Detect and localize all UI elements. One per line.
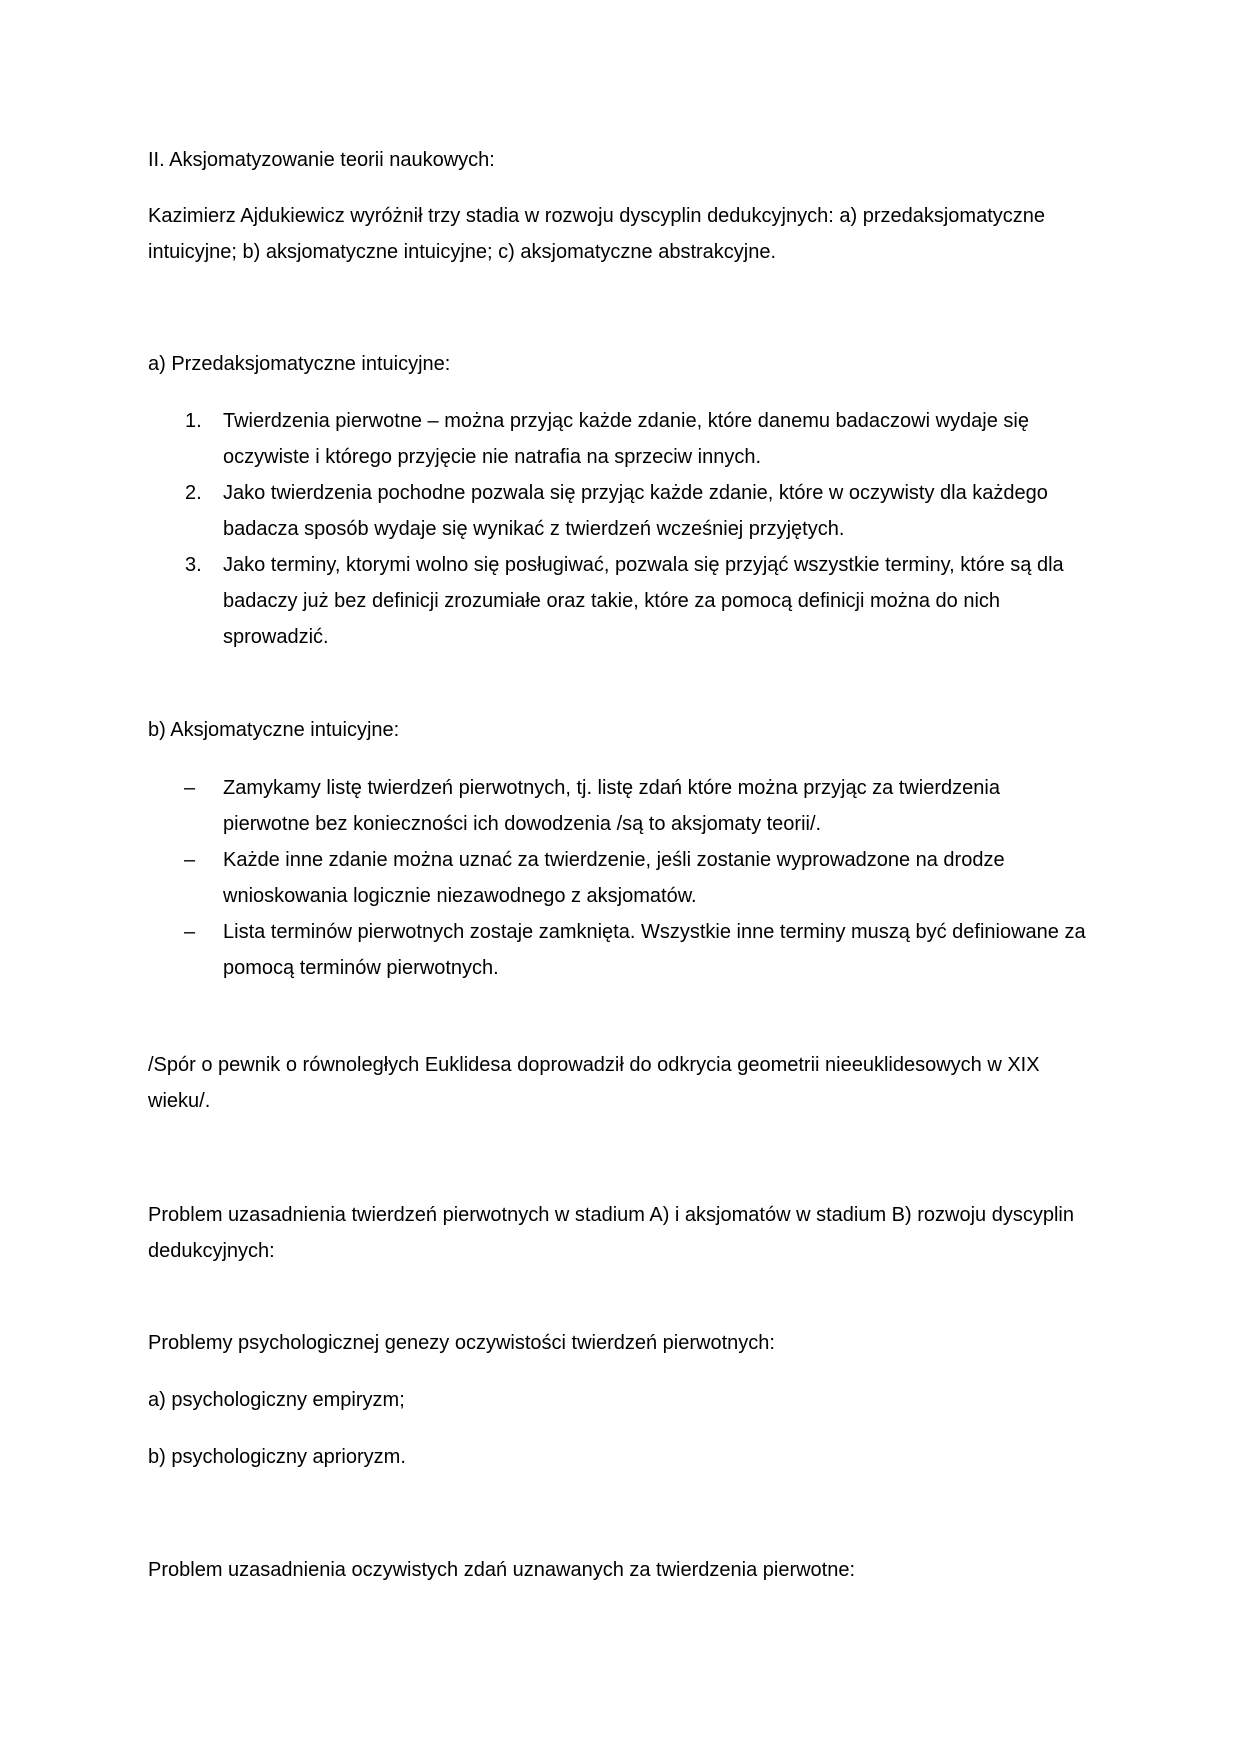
section-b-dash-list [148, 770, 1092, 986]
list-item-text: Każde inne zdanie można uznać za twierdzenie, jeśli zostanie wyprowadzone na drodze wnioskowania logicznie niezawodnego z aksjomatów. [223, 849, 1005, 907]
problem-paragraph: Problem uzasadnienia twierdzeń pierwotnych w stadium A) i aksjomatów w stadium B) rozwoju dyscyplin dedukcyjnych: [148, 1204, 1074, 1262]
note-paragraph: /Spór o pewnik o równoległych Euklidesa doprowadził do odkrycia geometrii nieeuklidesowych w XIX wieku/. [148, 1054, 1040, 1112]
list-number: 3. [185, 554, 202, 576]
list-item [148, 403, 1092, 475]
section-a-numbered-list [148, 403, 1092, 655]
list-item [148, 475, 1092, 547]
section-b-title: b) Aksjomatyczne intuicyjne: [148, 719, 400, 741]
list-item [148, 842, 1092, 914]
option-a: a) psychologiczny empiryzm; [148, 1389, 405, 1411]
list-item-text: Zamykamy listę twierdzeń pierwotnych, tj. listę zdań które można przyjąc za twierdzenia pierwotne bez konieczności ich dowodzenia /są to aksjomaty teorii/. [223, 777, 1000, 835]
problem-paragraph: Problem uzasadnienia oczywistych zdań uznawanych za twierdzenia pierwotne: [148, 1559, 856, 1581]
list-number: 2. [185, 482, 202, 504]
list-dash: – [184, 921, 196, 943]
list-dash: – [184, 849, 196, 871]
problem-paragraph: Problemy psychologicznej genezy oczywistości twierdzeń pierwotnych: [148, 1332, 775, 1354]
list-item [148, 770, 1092, 842]
list-item [148, 547, 1092, 655]
list-item-text: Lista terminów pierwotnych zostaje zamknięta. Wszystkie inne terminy muszą być definiowane za pomocą terminów pierwotnych. [223, 921, 1086, 979]
option-b: b) psychologiczny aprioryzm. [148, 1446, 406, 1468]
intro-paragraph: Kazimierz Ajdukiewicz wyróżnił trzy stadia w rozwoju dyscyplin dedukcyjnych: a) przedaksjomatyczne intuicyjne; b) aksjomatyczne intuicyjne; c) aksjomatyczne abstrakcyjne. [148, 205, 1046, 263]
list-number: 1. [185, 410, 202, 432]
list-item-text: Twierdzenia pierwotne – można przyjąc każde zdanie, które danemu badaczowi wydaje się oczywiste i którego przyjęcie nie natrafia na sprzeciw innych. [223, 410, 1029, 468]
list-item-text: Jako twierdzenia pochodne pozwala się przyjąc każde zdanie, które w oczywisty dla każdego badacza sposób wydaje się wynikać z twierdzeń wcześniej przyjętych. [223, 482, 1048, 540]
section-heading: II. Aksjomatyzowanie teorii naukowych: [148, 149, 495, 171]
list-item-text: Jako terminy, ktorymi wolno się posługiwać, pozwala się przyjąć wszystkie terminy, które są dla badaczy już bez definicji zrozumiałe oraz takie, które za pomocą definicji można do nich sprowadzić. [223, 554, 1064, 648]
section-a-title: a) Przedaksjomatyczne intuicyjne: [148, 353, 451, 375]
list-dash: – [184, 777, 196, 799]
list-item [148, 914, 1092, 986]
